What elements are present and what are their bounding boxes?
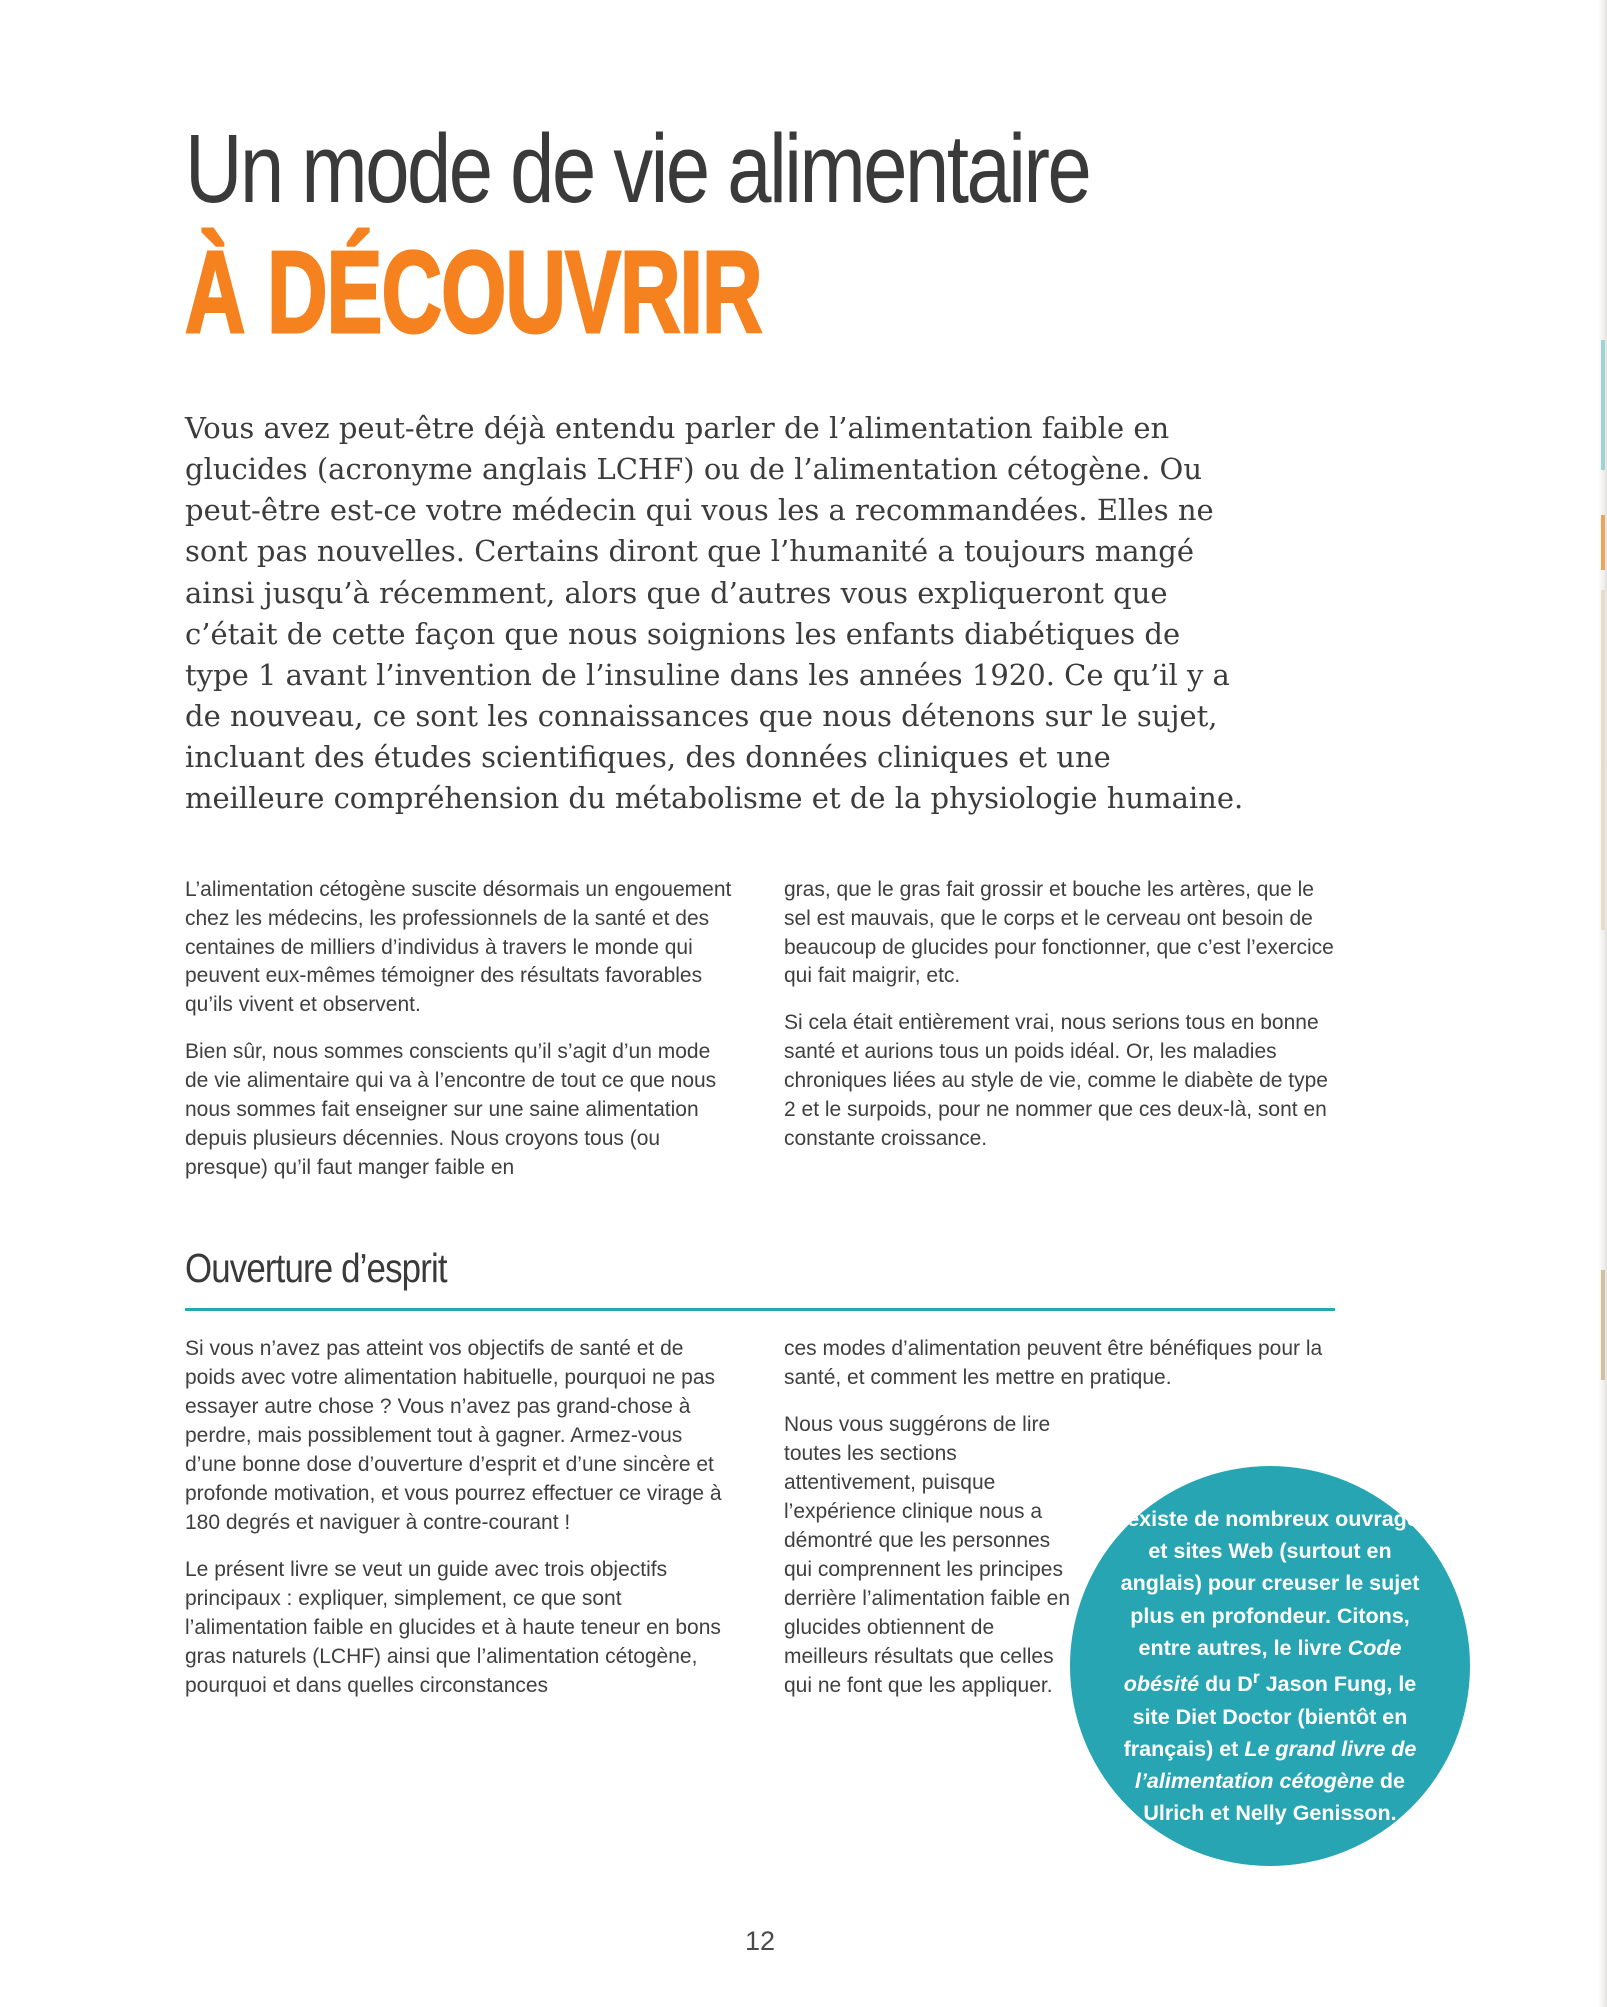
- section-heading: Ouverture d’esprit: [185, 1245, 447, 1292]
- section1-columns: [185, 876, 1335, 1202]
- paragraph: ces modes d’alimentation peuvent être bénéfiques pour la santé, et comment les mettre en pratique.: [784, 1337, 1323, 1390]
- page-edge-mark: [1601, 515, 1605, 570]
- page-edge-mark: [1601, 1270, 1605, 1380]
- page-edge-mark: [1601, 590, 1605, 930]
- section2-wrapper: [185, 1335, 1431, 1895]
- section2-left-column: [185, 1335, 736, 1719]
- page-edge-strip: [1598, 0, 1607, 2007]
- text-segment: Le grand livre de l’alimentation cétogène: [1134, 1736, 1417, 1794]
- text-segment: Il existe de nombreux ouvrages et sites Web (surtout en anglais) pour creuser le sujet plus en profondeur. Citons, entre autres, le livre: [1109, 1506, 1431, 1660]
- callout-text: [1108, 1503, 1432, 1830]
- paragraph: Le présent livre se veut un guide avec trois objectifs principaux : expliquer, simplement, ce que sont l’alimentation faible en glucides et à haute teneur en bons gras naturels (LCHF) ainsi que l’alimentation cétogène, pourquoi et dans quelles circonstances: [185, 1558, 721, 1697]
- page-content: [185, 0, 1431, 1895]
- page-edge-mark: [1601, 340, 1605, 470]
- section1-left-column: [185, 876, 736, 1202]
- title-block: [185, 114, 1335, 357]
- paragraph: gras, que le gras fait grossir et bouche les artères, que le sel est mauvais, que le corps et le cerveau ont besoin de beaucoup de glucides pour fonctionner, que c’est l’exercice qui fait maigrir, etc.: [784, 877, 1334, 988]
- page-title-line2: À DÉCOUVRIR: [185, 226, 762, 357]
- intro-paragraph: Vous avez peut-être déjà entendu parler de l’alimentation faible en glucides (acronyme anglais LCHF) ou de l’alimentation cétogène. Ou peut-être est-ce votre médecin qui vous les a recommandées. Elles ne sont pas nouvelles. Certains diront que l’humanité a toujours mangé ainsi jusqu’à récemment, alors que d’autres vous expliqueront que c’était de cette façon que nous soignions les enfants diabétiques de type 1 avant l’invention de l’insuline dans les années 1920. Ce qu’il y a de nouveau, ce sont les connaissances que nous détenons sur le sujet, incluant des études scientifiques, des données cliniques et une meilleure compréhension du métabolisme et de la physiologie humaine.: [185, 410, 1244, 816]
- page-number: 12: [744, 1926, 776, 1956]
- callout-circle: [1070, 1466, 1470, 1866]
- text-segment: Jason Fung, le site Diet Doctor (bientôt en français) et: [1123, 1672, 1417, 1761]
- text-segment: du D: [1199, 1672, 1253, 1697]
- page-title-line1: Un mode de vie alimentaire: [185, 114, 1090, 223]
- paragraph: Si vous n’avez pas atteint vos objectifs de santé et de poids avec votre alimentation habituelle, pourquoi ne pas essayer autre chose ? Vous n’avez pas grand-chose à perdre, mais possiblement tout à gagner. Armez-vous d’une bonne dose d’ouverture d’esprit et d’une sincère et profonde motivation, et vous pourrez effectuer ce virage à 180 degrés et naviguer à contre-courant !: [185, 1337, 722, 1535]
- text-segment: de Ulrich et Nelly Genisson.: [1143, 1769, 1405, 1826]
- paragraph: L’alimentation cétogène suscite désormais un engouement chez les médecins, les professionnels de la santé et des centaines de milliers d’individus à travers le monde qui peuvent eux-mêmes témoigner des résultats favorables qu’ils vivent et observent.: [185, 877, 732, 1017]
- paragraph: Nous vous suggérons de lire toutes les sections attentivement, puisque l’expérience clinique nous a démontré que les personnes qui comprennent les principes derrière l’alimentation faible en glucides obtiennent de meilleurs résultats que celles qui ne font que les appliquer.: [784, 1413, 1070, 1697]
- paragraph: Bien sûr, nous sommes conscients qu’il s’agit d’un mode de vie alimentaire qui va à l’encontre de tout ce que nous nous sommes fait enseigner sur une saine alimentation depuis plusieurs décennies. Nous croyons tous (ou presque) qu’il faut manger faible en: [185, 1040, 717, 1180]
- section1-right-column: [784, 876, 1335, 1202]
- text-segment: r: [1252, 1667, 1260, 1688]
- text-segment: Code obésité: [1123, 1635, 1402, 1697]
- section-heading-block: [185, 1245, 1335, 1311]
- paragraph: Si cela était entièrement vrai, nous serions tous en bonne santé et aurions tous un poids idéal. Or, les maladies chroniques liées au style de vie, comme le diabète de type 2 et le surpoids, pour ne nommer que ces deux-là, sont en constante croissance.: [784, 1011, 1328, 1151]
